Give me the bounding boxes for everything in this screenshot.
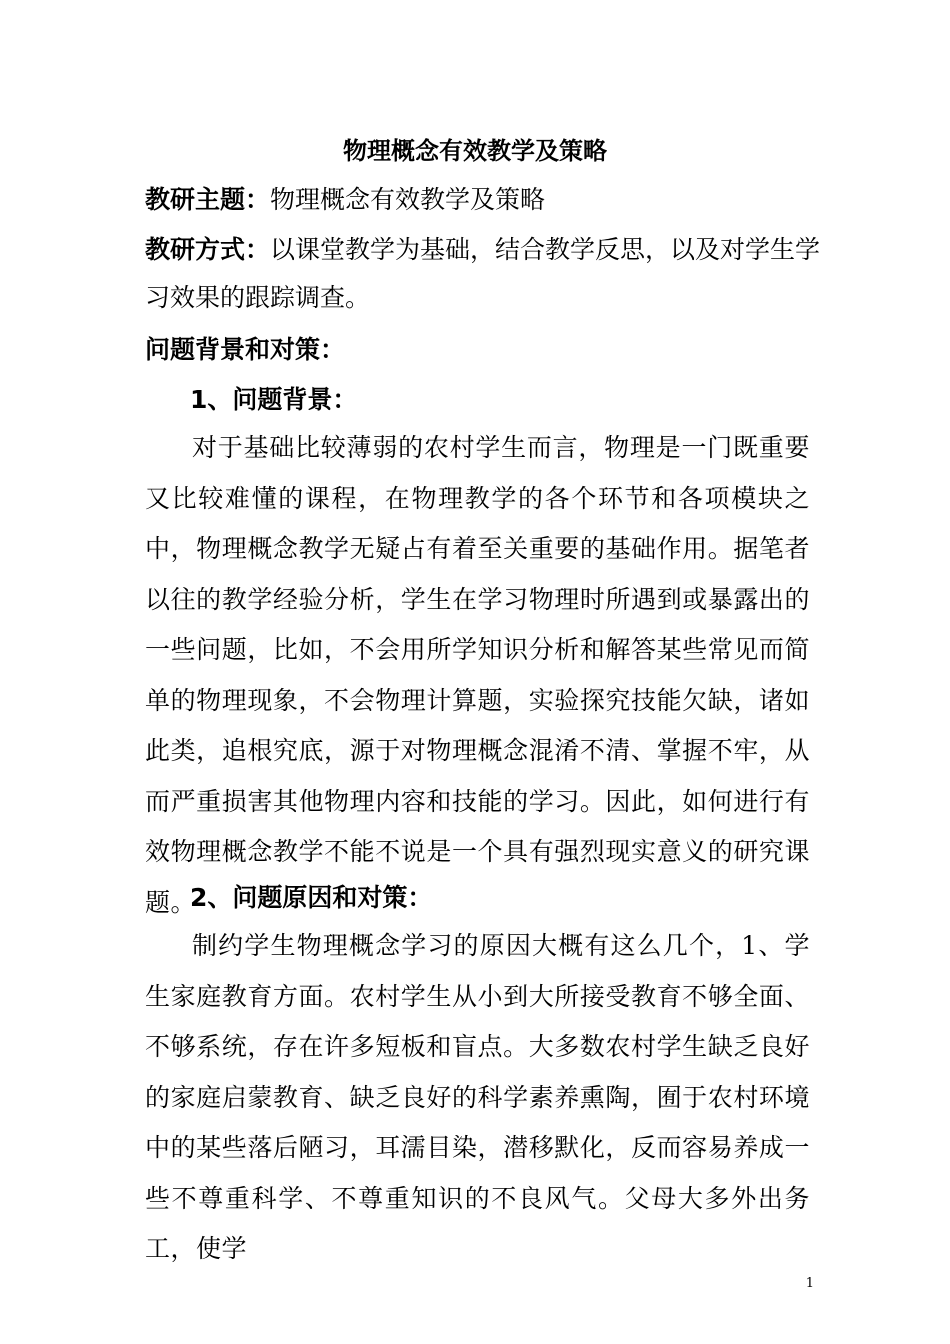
subsection-heading-2: 2、问题原因和对策： xyxy=(190,883,433,912)
method-value-line2: 习效果的跟踪调查。 xyxy=(145,283,371,312)
paragraph-causes: 制约学生物理概念学习的原因大概有这么几个，1、学生家庭教育方面。农村学生从小到大所接受教育不够全面、不够系统，存在许多短板和盲点。大多数农村学生缺乏良好的家庭启蒙教育、缺乏良好的科学素养熏陶，囿于农村环境中的某些落后陋习，耳濡目染，潜移默化，反而容易养成一些不尊重科学、不尊重知识的不良风气。父母大多外出务工，使学 xyxy=(145,931,810,1263)
topic-value: 物理概念有效教学及策略 xyxy=(270,185,546,214)
topic-label: 教研主题： xyxy=(145,185,271,214)
subsection-heading-1: 1、问题背景： xyxy=(190,385,358,414)
method-value-line1: 以课堂教学为基础，结合教学反思，以及对学生学 xyxy=(270,235,821,264)
document-title: 物理概念有效教学及策略 xyxy=(343,137,607,165)
section-heading: 问题背景和对策： xyxy=(145,335,346,364)
topic-line xyxy=(145,180,810,220)
page-number: 1 xyxy=(805,1276,814,1291)
paragraph-background: 对于基础比较薄弱的农村学生而言，物理是一门既重要又比较难懂的课程，在物理教学的各个环节和各项模块之中，物理概念教学无疑占有着至关重要的基础作用。据笔者以往的教学经验分析，学生在学习物理时所遇到或暴露出的一些问题，比如，不会用所学知识分析和解答某些常见而简单的物理现象，不会物理计算题，实验探究技能欠缺，诸如此类，追根究底，源于对物理概念混淆不清、掌握不牢，从而严重损害其他物理内容和技能的学习。因此，如何进行有效物理概念教学不能不说是一个具有强烈现实意义的研究课题。 xyxy=(145,433,810,917)
method-line-continued xyxy=(145,278,810,318)
method-line xyxy=(145,230,821,270)
method-label: 教研方式： xyxy=(145,235,271,264)
